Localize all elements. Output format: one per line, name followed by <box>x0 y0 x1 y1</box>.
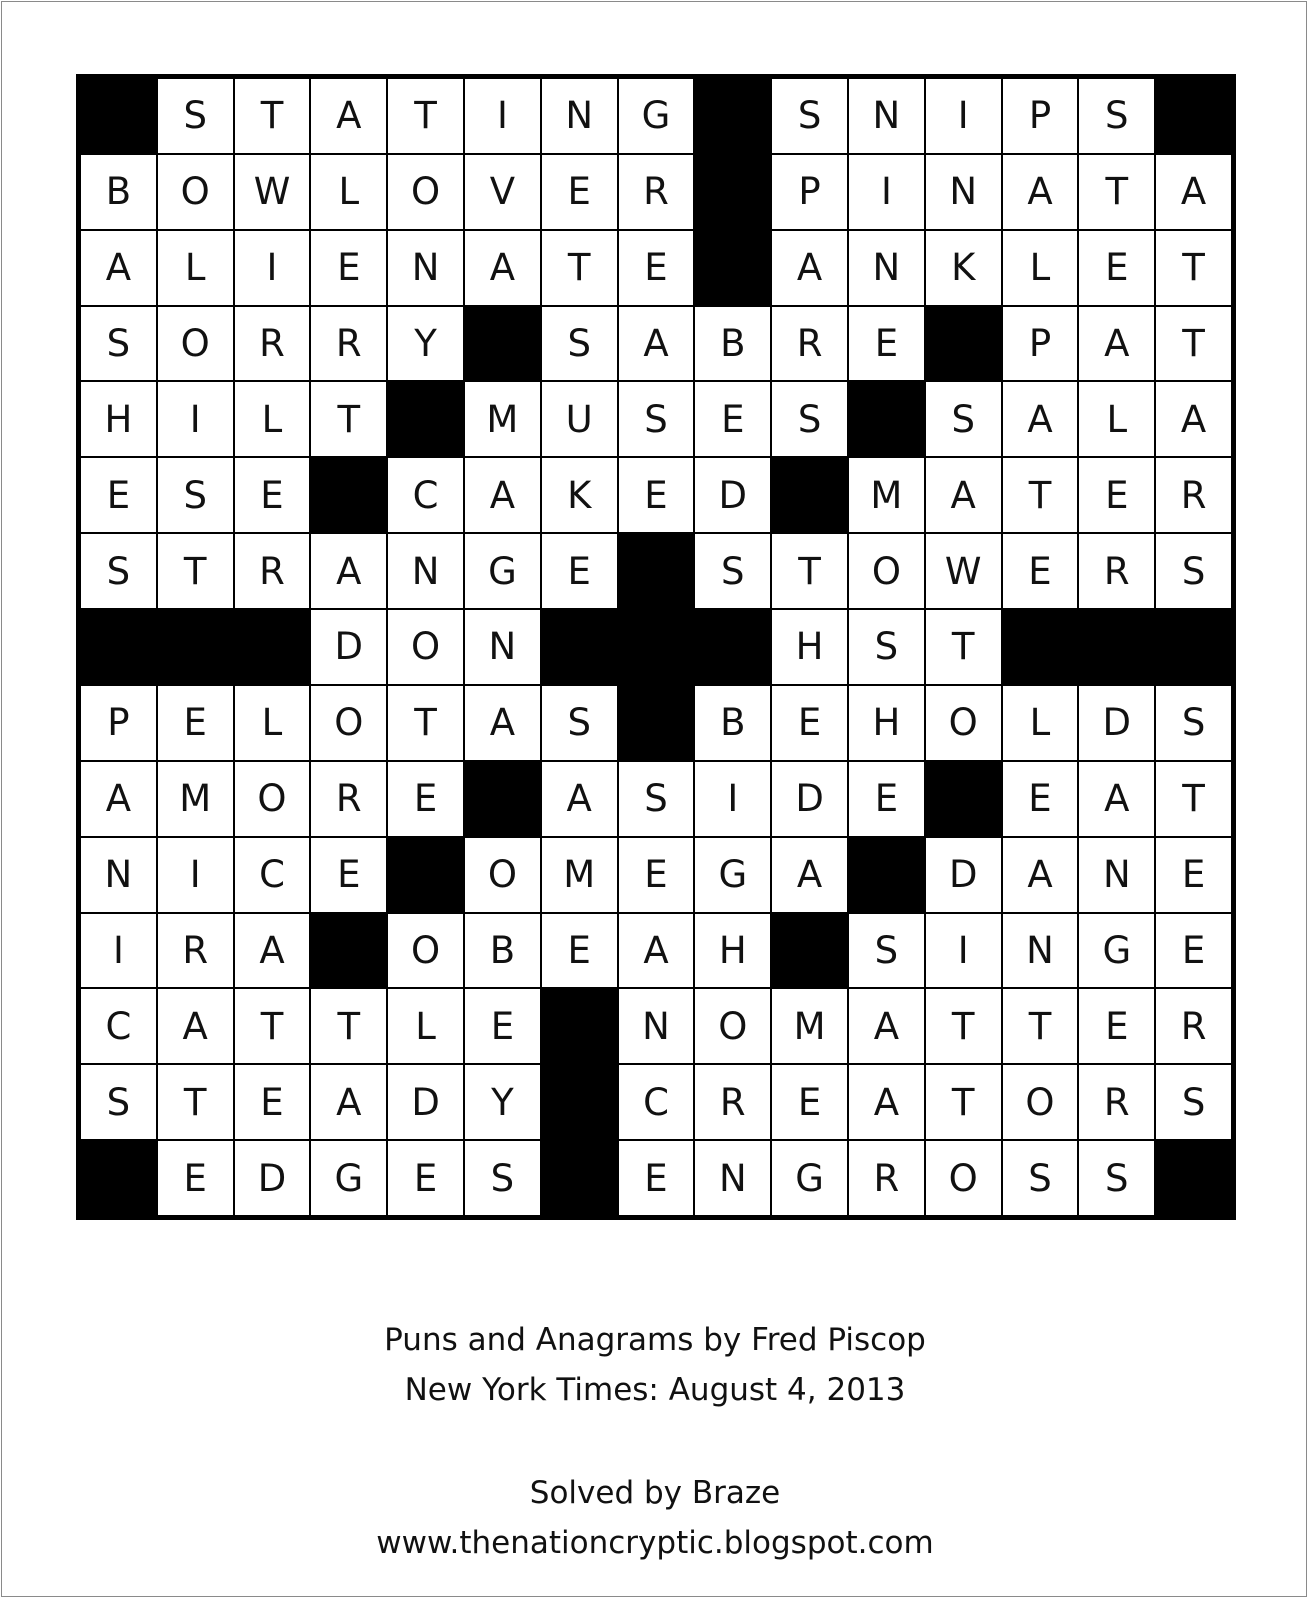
grid-cell: E <box>848 761 925 837</box>
grid-cell: A <box>1002 837 1079 913</box>
grid-cell: G <box>771 1140 848 1216</box>
grid-cell: R <box>310 306 387 382</box>
grid-cell: R <box>234 533 311 609</box>
grid-cell: E <box>1155 913 1232 989</box>
grid-cell: A <box>1078 761 1155 837</box>
grid-cell: D <box>771 761 848 837</box>
grid-cell: E <box>541 533 618 609</box>
black-square <box>541 988 618 1064</box>
grid-cell: I <box>80 913 157 989</box>
grid-cell: S <box>1078 78 1155 154</box>
grid-cell: S <box>157 457 234 533</box>
grid-cell: V <box>464 154 541 230</box>
publication-date: New York Times: August 4, 2013 <box>404 1372 906 1408</box>
grid-cell: S <box>771 381 848 457</box>
grid-cell: E <box>464 988 541 1064</box>
grid-cell: Y <box>464 1064 541 1140</box>
grid-cell: W <box>234 154 311 230</box>
grid-cell: T <box>925 609 1002 685</box>
grid-cell: S <box>1155 1064 1232 1140</box>
black-square <box>848 381 925 457</box>
grid-cell: E <box>310 837 387 913</box>
grid-cell: O <box>1002 1064 1079 1140</box>
grid-cell: A <box>771 230 848 306</box>
grid-cell: B <box>80 154 157 230</box>
grid-cell: O <box>387 913 464 989</box>
grid-cell: I <box>157 381 234 457</box>
grid-cell: I <box>925 78 1002 154</box>
black-square <box>1155 609 1232 685</box>
black-square <box>464 306 541 382</box>
grid-cell: S <box>80 1064 157 1140</box>
black-square <box>771 457 848 533</box>
grid-cell: M <box>541 837 618 913</box>
black-square <box>771 913 848 989</box>
grid-cell: A <box>80 761 157 837</box>
grid-cell: D <box>925 837 1002 913</box>
grid-cell: T <box>310 988 387 1064</box>
grid-cell: L <box>1002 685 1079 761</box>
grid-cell: E <box>157 685 234 761</box>
grid-cell: O <box>387 609 464 685</box>
grid-cell: A <box>1002 154 1079 230</box>
grid-cell: L <box>1078 381 1155 457</box>
black-square <box>80 78 157 154</box>
grid-cell: O <box>234 761 311 837</box>
grid-cell: S <box>541 685 618 761</box>
grid-cell: T <box>1155 761 1232 837</box>
grid-cell: Y <box>387 306 464 382</box>
grid-cell: S <box>618 761 695 837</box>
grid-cell: E <box>618 230 695 306</box>
grid-cell: G <box>618 78 695 154</box>
grid-cell: A <box>464 230 541 306</box>
grid-cell: N <box>80 837 157 913</box>
grid-cell: I <box>925 913 1002 989</box>
grid-cell: E <box>387 1140 464 1216</box>
grid-cell: T <box>310 381 387 457</box>
grid-cell: T <box>387 685 464 761</box>
grid-cell: E <box>618 457 695 533</box>
grid-cell: O <box>157 306 234 382</box>
grid-cell: D <box>234 1140 311 1216</box>
grid-cell: N <box>1078 837 1155 913</box>
grid-cell: O <box>387 154 464 230</box>
puzzle-title: Puns and Anagrams by Fred Piscop <box>384 1322 926 1358</box>
black-square <box>157 609 234 685</box>
grid-cell: N <box>694 1140 771 1216</box>
grid-cell: M <box>157 761 234 837</box>
grid-cell: T <box>157 533 234 609</box>
grid-cell: E <box>310 230 387 306</box>
grid-cell: H <box>694 913 771 989</box>
grid-cell: S <box>157 78 234 154</box>
grid-cell: E <box>1078 457 1155 533</box>
grid-cell: R <box>157 913 234 989</box>
grid-cell: E <box>848 306 925 382</box>
grid-cell: S <box>925 381 1002 457</box>
grid-cell: C <box>234 837 311 913</box>
black-square <box>618 609 695 685</box>
grid-cell: T <box>771 533 848 609</box>
grid-cell: E <box>771 1064 848 1140</box>
grid-cell: N <box>541 78 618 154</box>
grid-cell: T <box>1155 230 1232 306</box>
grid-cell: A <box>310 1064 387 1140</box>
black-square <box>1078 609 1155 685</box>
grid-cell: O <box>310 685 387 761</box>
grid-cell: I <box>848 154 925 230</box>
grid-cell: A <box>618 913 695 989</box>
grid-cell: E <box>1002 761 1079 837</box>
grid-cell: R <box>1078 1064 1155 1140</box>
grid-cell: K <box>925 230 1002 306</box>
grid-cell: L <box>234 381 311 457</box>
grid-cell: R <box>848 1140 925 1216</box>
grid-cell: A <box>464 685 541 761</box>
grid-cell: D <box>387 1064 464 1140</box>
grid-cell: N <box>464 609 541 685</box>
black-square <box>310 913 387 989</box>
grid-cell: E <box>618 1140 695 1216</box>
grid-cell: R <box>1155 988 1232 1064</box>
grid-cell: I <box>157 837 234 913</box>
grid-cell: C <box>80 988 157 1064</box>
grid-cell: A <box>541 761 618 837</box>
grid-cell: S <box>618 381 695 457</box>
grid-cell: E <box>1078 988 1155 1064</box>
grid-cell: N <box>618 988 695 1064</box>
grid-cell: A <box>310 78 387 154</box>
black-square <box>618 685 695 761</box>
grid-cell: E <box>234 457 311 533</box>
grid-cell: A <box>848 1064 925 1140</box>
grid-cell: E <box>234 1064 311 1140</box>
grid-cell: S <box>464 1140 541 1216</box>
grid-cell: A <box>1078 306 1155 382</box>
grid-cell: B <box>464 913 541 989</box>
grid-cell: S <box>80 306 157 382</box>
grid-cell: S <box>848 609 925 685</box>
grid-cell: S <box>1155 533 1232 609</box>
crossword-grid <box>76 74 1236 1220</box>
grid-cell: E <box>1078 230 1155 306</box>
grid-cell: K <box>541 457 618 533</box>
grid-cell: H <box>771 609 848 685</box>
grid-cell: C <box>618 1064 695 1140</box>
grid-cell: M <box>771 988 848 1064</box>
grid-cell: M <box>464 381 541 457</box>
black-square <box>541 1064 618 1140</box>
grid-cell: D <box>694 457 771 533</box>
grid-cell: T <box>1002 988 1079 1064</box>
grid-cell: T <box>541 230 618 306</box>
black-square <box>848 837 925 913</box>
black-square <box>387 381 464 457</box>
grid-cell: E <box>80 457 157 533</box>
grid-cell: T <box>234 78 311 154</box>
grid-cell: S <box>694 533 771 609</box>
grid-cell: P <box>771 154 848 230</box>
grid-cell: O <box>464 837 541 913</box>
grid-cell: D <box>310 609 387 685</box>
black-square <box>387 837 464 913</box>
grid-cell: A <box>771 837 848 913</box>
grid-cell: A <box>234 913 311 989</box>
grid-cell: P <box>1002 306 1079 382</box>
grid-cell: A <box>1155 154 1232 230</box>
grid-cell: T <box>157 1064 234 1140</box>
grid-cell: S <box>848 913 925 989</box>
black-square <box>694 609 771 685</box>
grid-cell: G <box>1078 913 1155 989</box>
grid-cell: E <box>387 761 464 837</box>
black-square <box>234 609 311 685</box>
grid-cell: E <box>694 381 771 457</box>
solver-credit: Solved by Braze <box>529 1475 781 1511</box>
black-square <box>618 533 695 609</box>
grid-cell: A <box>80 230 157 306</box>
black-square <box>694 230 771 306</box>
grid-cell: E <box>1155 837 1232 913</box>
grid-cell: E <box>541 154 618 230</box>
grid-cell: G <box>694 837 771 913</box>
grid-cell: S <box>1155 685 1232 761</box>
grid-cell: R <box>771 306 848 382</box>
grid-cell: S <box>1078 1140 1155 1216</box>
grid-cell: L <box>387 988 464 1064</box>
grid-cell: E <box>771 685 848 761</box>
grid-cell: P <box>1002 78 1079 154</box>
grid-cell: S <box>541 306 618 382</box>
grid-cell: A <box>157 988 234 1064</box>
grid-cell: T <box>925 1064 1002 1140</box>
black-square <box>694 154 771 230</box>
grid-cell: T <box>387 78 464 154</box>
grid-cell: O <box>694 988 771 1064</box>
black-square <box>925 761 1002 837</box>
grid-cell: U <box>541 381 618 457</box>
grid-cell: R <box>1155 457 1232 533</box>
grid-cell: R <box>310 761 387 837</box>
black-square <box>80 609 157 685</box>
grid-cell: O <box>925 685 1002 761</box>
grid-cell: N <box>848 78 925 154</box>
grid-cell: R <box>234 306 311 382</box>
grid-cell: L <box>234 685 311 761</box>
grid-cell: P <box>80 685 157 761</box>
grid-cell: A <box>1155 381 1232 457</box>
grid-cell: O <box>157 154 234 230</box>
grid-cell: C <box>387 457 464 533</box>
grid-cell: T <box>925 988 1002 1064</box>
grid-cell: H <box>80 381 157 457</box>
grid-cell: L <box>157 230 234 306</box>
black-square <box>1002 609 1079 685</box>
grid-cell: A <box>925 457 1002 533</box>
grid-cell: B <box>694 306 771 382</box>
black-square <box>464 761 541 837</box>
grid-cell: S <box>771 78 848 154</box>
grid-cell: A <box>464 457 541 533</box>
grid-cell: N <box>925 154 1002 230</box>
grid-cell: O <box>848 533 925 609</box>
black-square <box>541 609 618 685</box>
black-square <box>694 78 771 154</box>
grid-cell: E <box>1002 533 1079 609</box>
grid-cell: S <box>1002 1140 1079 1216</box>
grid-cell: R <box>618 154 695 230</box>
grid-cell: N <box>848 230 925 306</box>
grid-cell: A <box>848 988 925 1064</box>
grid-cell: T <box>1002 457 1079 533</box>
grid-cell: E <box>157 1140 234 1216</box>
grid-cell: M <box>848 457 925 533</box>
black-square <box>1155 1140 1232 1216</box>
grid-cell: L <box>310 154 387 230</box>
grid-cell: T <box>1078 154 1155 230</box>
grid-cell: N <box>1002 913 1079 989</box>
grid-cell: T <box>1155 306 1232 382</box>
grid-cell: R <box>1078 533 1155 609</box>
black-square <box>1155 78 1232 154</box>
grid-cell: I <box>694 761 771 837</box>
grid-cell: W <box>925 533 1002 609</box>
grid-cell: D <box>1078 685 1155 761</box>
grid-cell: I <box>234 230 311 306</box>
black-square <box>925 306 1002 382</box>
grid-cell: A <box>1002 381 1079 457</box>
black-square <box>80 1140 157 1216</box>
grid-cell: R <box>694 1064 771 1140</box>
grid-cell: B <box>694 685 771 761</box>
grid-cell: E <box>541 913 618 989</box>
grid-cell: N <box>387 533 464 609</box>
black-square <box>310 457 387 533</box>
grid-cell: A <box>310 533 387 609</box>
grid-cell: A <box>618 306 695 382</box>
grid-cell: N <box>387 230 464 306</box>
grid-cell: I <box>464 78 541 154</box>
grid-cell: H <box>848 685 925 761</box>
black-square <box>541 1140 618 1216</box>
grid-cell: L <box>1002 230 1079 306</box>
grid-cell: G <box>310 1140 387 1216</box>
grid-cell: S <box>80 533 157 609</box>
grid-cell: T <box>234 988 311 1064</box>
blog-url: www.thenationcryptic.blogspot.com <box>376 1525 934 1561</box>
grid-cell: E <box>618 837 695 913</box>
grid-cell: G <box>464 533 541 609</box>
grid-cell: O <box>925 1140 1002 1216</box>
